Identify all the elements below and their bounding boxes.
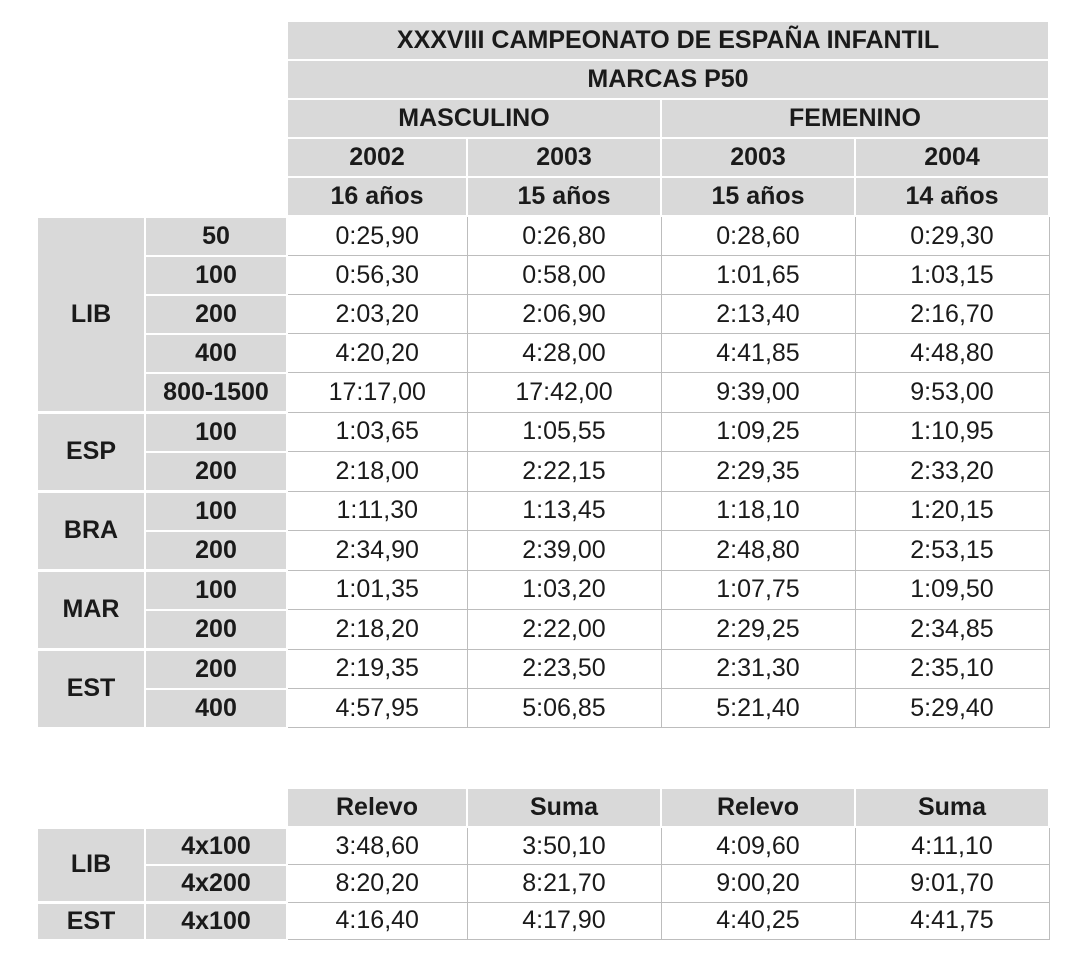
time-cell: 2:48,80 [661,531,855,571]
header-masculino: MASCULINO [287,99,661,138]
time-cell: 2:16,70 [855,295,1049,334]
table-row [37,649,1049,689]
time-cell: 1:09,50 [855,570,1049,610]
time-cell: 4:17,90 [467,902,661,940]
relay-event-label: 4x200 [145,865,287,903]
time-cell: 9:53,00 [855,373,1049,413]
stroke-label: LIB [37,827,145,902]
time-cell: 2:13,40 [661,295,855,334]
distance-label: 100 [145,412,287,452]
time-cell: 1:18,10 [661,491,855,531]
distance-label: 400 [145,334,287,373]
time-cell: 4:41,75 [855,902,1049,940]
time-cell: 4:09,60 [661,827,855,865]
time-cell: 3:48,60 [287,827,467,865]
time-cell: 2:18,00 [287,452,467,492]
time-cell: 4:20,20 [287,334,467,373]
year-header: 2003 [661,138,855,177]
time-cell: 2:31,30 [661,649,855,689]
time-cell: 0:28,60 [661,216,855,256]
time-cell: 8:20,20 [287,865,467,903]
time-cell: 2:34,90 [287,531,467,571]
time-cell: 1:11,30 [287,491,467,531]
time-cell: 1:09,25 [661,412,855,452]
time-cell: 1:13,45 [467,491,661,531]
time-cell: 8:21,70 [467,865,661,903]
time-cell: 1:03,65 [287,412,467,452]
relay-table [36,787,1050,941]
time-cell: 2:19,35 [287,649,467,689]
time-cell: 2:29,25 [661,610,855,650]
table-row [37,610,1049,650]
relay-event-label: 4x100 [145,827,287,865]
time-cell: 1:03,15 [855,256,1049,295]
relay-header: Suma [467,788,661,827]
time-cell: 1:10,95 [855,412,1049,452]
time-cell: 1:20,15 [855,491,1049,531]
time-cell: 0:26,80 [467,216,661,256]
time-cell: 1:05,55 [467,412,661,452]
stroke-label: EST [37,902,145,940]
year-header: 2003 [467,138,661,177]
distance-label: 200 [145,649,287,689]
table-row [37,412,1049,452]
time-cell: 4:57,95 [287,689,467,728]
time-cell: 2:35,10 [855,649,1049,689]
table-row [37,452,1049,492]
distance-label: 200 [145,531,287,571]
time-cell: 3:50,10 [467,827,661,865]
age-header: 15 años [661,177,855,216]
time-cell: 0:25,90 [287,216,467,256]
distance-label: 100 [145,570,287,610]
header-femenino: FEMENINO [661,99,1049,138]
relay-event-label: 4x100 [145,902,287,940]
time-cell: 1:07,75 [661,570,855,610]
time-cell: 17:17,00 [287,373,467,413]
distance-label: 200 [145,295,287,334]
time-cell: 0:29,30 [855,216,1049,256]
time-cell: 4:41,85 [661,334,855,373]
relay-header: Suma [855,788,1049,827]
age-header: 14 años [855,177,1049,216]
table-row [37,334,1049,373]
time-cell: 4:11,10 [855,827,1049,865]
time-cell: 0:58,00 [467,256,661,295]
time-cell: 1:01,35 [287,570,467,610]
time-cell: 9:01,70 [855,865,1049,903]
table-title: XXXVIII CAMPEONATO DE ESPAÑA INFANTIL [287,21,1049,60]
time-cell: 1:03,20 [467,570,661,610]
distance-label: 800-1500 [145,373,287,413]
distance-label: 200 [145,452,287,492]
time-cell: 2:34,85 [855,610,1049,650]
stroke-label: MAR [37,570,145,649]
stroke-label: EST [37,649,145,728]
table-row [37,491,1049,531]
stroke-label: BRA [37,491,145,570]
time-cell: 1:01,65 [661,256,855,295]
time-cell: 9:39,00 [661,373,855,413]
relay-header: Relevo [661,788,855,827]
time-cell: 2:39,00 [467,531,661,571]
relay-header: Relevo [287,788,467,827]
time-cell: 2:18,20 [287,610,467,650]
time-cell: 4:16,40 [287,902,467,940]
table-subtitle: MARCAS P50 [287,60,1049,99]
time-cell: 2:22,00 [467,610,661,650]
table-row [37,570,1049,610]
distance-label: 50 [145,216,287,256]
table-row [37,373,1049,413]
time-cell: 2:06,90 [467,295,661,334]
distance-label: 100 [145,491,287,531]
distance-label: 200 [145,610,287,650]
standards-table [36,20,1050,729]
time-cell: 2:33,20 [855,452,1049,492]
time-cell: 5:29,40 [855,689,1049,728]
time-cell: 4:40,25 [661,902,855,940]
age-header: 16 años [287,177,467,216]
age-header: 15 años [467,177,661,216]
table-row [37,902,1049,940]
table-row [37,865,1049,903]
stroke-label: ESP [37,412,145,491]
time-cell: 0:56,30 [287,256,467,295]
table-row [37,216,1049,256]
time-cell: 4:28,00 [467,334,661,373]
year-header: 2002 [287,138,467,177]
time-cell: 9:00,20 [661,865,855,903]
distance-label: 100 [145,256,287,295]
time-cell: 2:53,15 [855,531,1049,571]
time-cell: 2:03,20 [287,295,467,334]
table-row [37,295,1049,334]
corner-blank [37,21,287,216]
table-row [37,689,1049,728]
time-cell: 5:06,85 [467,689,661,728]
distance-label: 400 [145,689,287,728]
table-row [37,827,1049,865]
time-cell: 17:42,00 [467,373,661,413]
stroke-label: LIB [37,216,145,412]
relay-corner-blank [37,788,287,827]
year-header: 2004 [855,138,1049,177]
time-cell: 2:22,15 [467,452,661,492]
table-row [37,256,1049,295]
time-cell: 2:23,50 [467,649,661,689]
time-cell: 5:21,40 [661,689,855,728]
table-row [37,531,1049,571]
time-cell: 2:29,35 [661,452,855,492]
time-cell: 4:48,80 [855,334,1049,373]
